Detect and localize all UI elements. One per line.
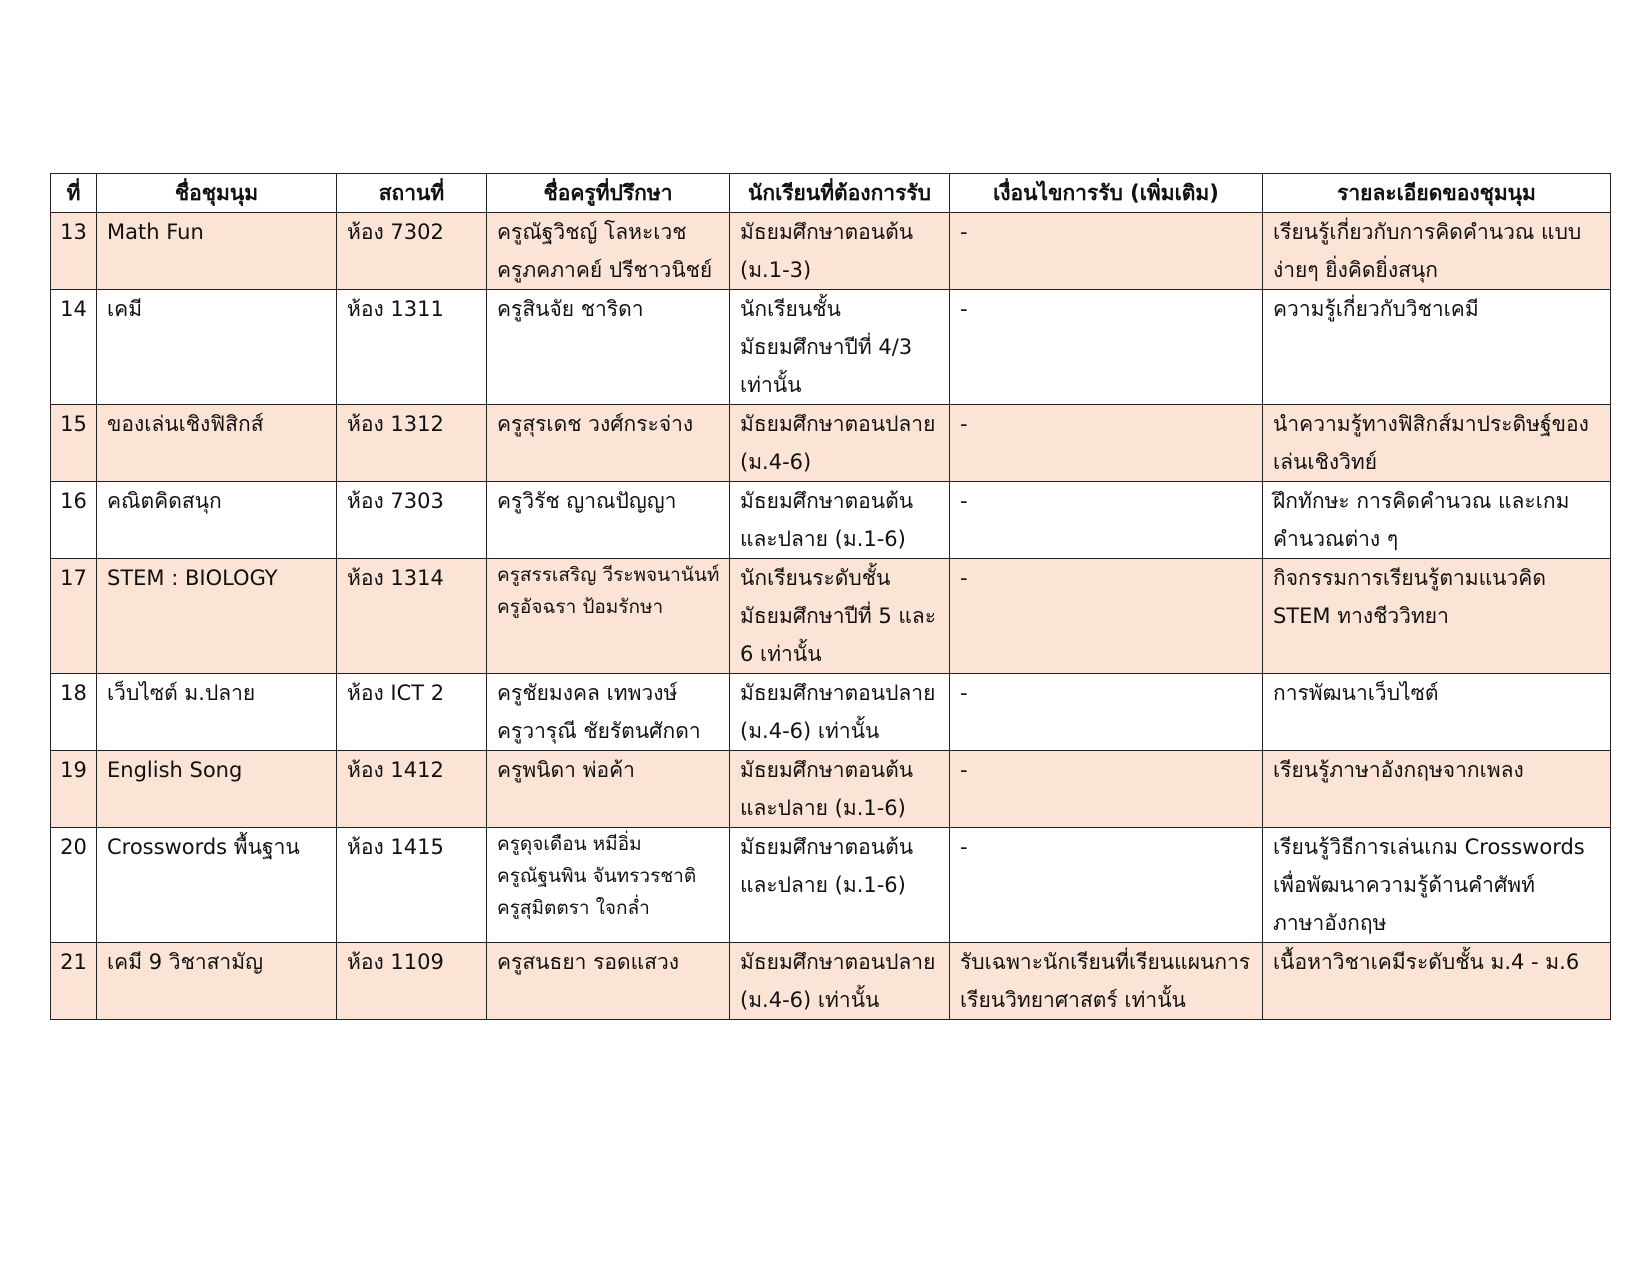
- row-number: 18: [51, 674, 97, 751]
- students-line: (ม.4-6) เท่านั้น: [740, 988, 880, 1012]
- club-conditions: -: [950, 674, 1263, 751]
- club-details: [1263, 482, 1611, 559]
- advisor-line: ครูพนิดา พ่อค้า: [497, 758, 635, 782]
- clubs-table: [50, 173, 1611, 1020]
- club-name: เคมี: [97, 290, 337, 405]
- club-advisor: [487, 943, 730, 1020]
- club-location: ห้อง 1415: [337, 828, 487, 943]
- advisor-line: ครูภคภาคย์ ปรีชาวนิชย์: [497, 258, 713, 282]
- students-line: เท่านั้น: [740, 373, 802, 397]
- details-line: ฝึกทักษะ การคิดคำนวณ และเกม: [1273, 489, 1570, 513]
- students-line: และปลาย (ม.1-6): [740, 796, 906, 820]
- club-name: Crosswords พื้นฐาน: [97, 828, 337, 943]
- row-number: 15: [51, 405, 97, 482]
- club-advisor: [487, 482, 730, 559]
- details-line: เพื่อพัฒนาความรู้ด้านคำศัพท์: [1273, 873, 1535, 897]
- row-number: 16: [51, 482, 97, 559]
- club-details: [1263, 405, 1611, 482]
- students-line: 6 เท่านั้น: [740, 642, 822, 666]
- club-details: [1263, 559, 1611, 674]
- table-row: [51, 290, 1611, 405]
- club-students: [730, 674, 950, 751]
- table-row: [51, 943, 1611, 1020]
- club-students: [730, 482, 950, 559]
- details-line: STEM ทางชีววิทยา: [1273, 604, 1449, 628]
- students-line: นักเรียนระดับชั้น: [740, 566, 891, 590]
- club-details: [1263, 213, 1611, 290]
- club-details: [1263, 674, 1611, 751]
- table-row: [51, 405, 1611, 482]
- header-club-name: ชื่อชุมนุม: [97, 174, 337, 213]
- club-conditions: -: [950, 213, 1263, 290]
- club-details: [1263, 828, 1611, 943]
- club-conditions: -: [950, 751, 1263, 828]
- club-name: Math Fun: [97, 213, 337, 290]
- club-details: [1263, 943, 1611, 1020]
- club-name: ของเล่นเชิงฟิสิกส์: [97, 405, 337, 482]
- table-row: [51, 828, 1611, 943]
- advisor-line: ครูณัฐนพิน จันทรวรชาติ: [497, 865, 697, 887]
- header-row: [51, 174, 1611, 213]
- club-location: ห้อง 1412: [337, 751, 487, 828]
- header-details: รายละเอียดของชุมนุม: [1263, 174, 1611, 213]
- club-name: STEM : BIOLOGY: [97, 559, 337, 674]
- row-number: 21: [51, 943, 97, 1020]
- club-students: [730, 943, 950, 1020]
- advisor-line: ครูดุจเดือน หมีอิ่ม: [497, 833, 642, 855]
- details-line: คำนวณต่าง ๆ: [1273, 527, 1399, 551]
- students-line: มัธยมศึกษาตอนปลาย: [740, 681, 936, 705]
- club-conditions: -: [950, 290, 1263, 405]
- students-line: มัธยมศึกษาตอนต้น: [740, 220, 914, 244]
- club-details: [1263, 290, 1611, 405]
- club-students: [730, 828, 950, 943]
- details-line: ภาษาอังกฤษ: [1273, 911, 1387, 935]
- club-location: ห้อง 1314: [337, 559, 487, 674]
- students-line: มัธยมศึกษาตอนต้น: [740, 489, 914, 513]
- conditions-line: รับเฉพาะนักเรียนที่เรียนแผนการ: [960, 950, 1251, 974]
- row-number: 13: [51, 213, 97, 290]
- header-location: สถานที่: [337, 174, 487, 213]
- details-line: เล่นเชิงวิทย์: [1273, 450, 1378, 474]
- club-advisor: [487, 828, 730, 943]
- row-number: 20: [51, 828, 97, 943]
- students-line: มัธยมศึกษาตอนต้น: [740, 758, 914, 782]
- advisor-line: ครูชัยมงคล เทพวงษ์: [497, 681, 678, 705]
- club-location: ห้อง 1312: [337, 405, 487, 482]
- header-advisor: ชื่อครูที่ปรึกษา: [487, 174, 730, 213]
- row-number: 17: [51, 559, 97, 674]
- club-advisor: [487, 405, 730, 482]
- club-conditions: -: [950, 559, 1263, 674]
- students-line: นักเรียนชั้น: [740, 297, 841, 321]
- details-line: เรียนรู้เกี่ยวกับการคิดคำนวณ แบบ: [1273, 220, 1582, 244]
- advisor-line: ครูสนธยา รอดแสวง: [497, 950, 680, 974]
- row-number: 19: [51, 751, 97, 828]
- advisor-line: ครูสุมิตตรา ใจกล่ำ: [497, 897, 650, 919]
- details-line: เรียนรู้ภาษาอังกฤษจากเพลง: [1273, 758, 1524, 782]
- club-advisor: [487, 674, 730, 751]
- students-line: มัธยมศึกษาปีที่ 5 และ: [740, 604, 937, 628]
- details-line: นำความรู้ทางฟิสิกส์มาประดิษฐ์ของ: [1273, 412, 1589, 436]
- club-students: [730, 213, 950, 290]
- details-line: กิจกรรมการเรียนรู้ตามแนวคิด: [1273, 566, 1546, 590]
- advisor-line: ครูสินจัย ชาริดา: [497, 297, 644, 321]
- students-line: มัธยมศึกษาตอนปลาย: [740, 950, 936, 974]
- advisor-line: ครูณัฐวิชญ์ โลหะเวช: [497, 220, 687, 244]
- club-location: ห้อง ICT 2: [337, 674, 487, 751]
- details-line: เนื้อหาวิชาเคมีระดับชั้น ม.4 - ม.6: [1273, 950, 1580, 974]
- club-students: [730, 405, 950, 482]
- club-details: [1263, 751, 1611, 828]
- students-line: มัธยมศึกษาตอนปลาย: [740, 412, 936, 436]
- advisor-line: ครูสรรเสริญ วีระพจนานันท์: [497, 564, 720, 586]
- club-conditions: -: [950, 405, 1263, 482]
- header-students: นักเรียนที่ต้องการรับ: [730, 174, 950, 213]
- club-students: [730, 559, 950, 674]
- club-advisor: [487, 559, 730, 674]
- club-conditions: [950, 943, 1263, 1020]
- details-line: ความรู้เกี่ยวกับวิชาเคมี: [1273, 297, 1479, 321]
- students-line: (ม.1-3): [740, 258, 812, 282]
- club-advisor: [487, 290, 730, 405]
- club-conditions: -: [950, 828, 1263, 943]
- students-line: และปลาย (ม.1-6): [740, 873, 906, 897]
- club-students: [730, 751, 950, 828]
- table-row: [51, 559, 1611, 674]
- club-location: ห้อง 7302: [337, 213, 487, 290]
- club-name: English Song: [97, 751, 337, 828]
- advisor-line: ครูสุรเดช วงศ์กระจ่าง: [497, 412, 694, 436]
- details-line: ง่ายๆ ยิ่งคิดยิ่งสนุก: [1273, 258, 1438, 282]
- students-line: (ม.4-6): [740, 450, 812, 474]
- club-conditions: -: [950, 482, 1263, 559]
- students-line: มัธยมศึกษาตอนต้น: [740, 835, 914, 859]
- club-location: ห้อง 1109: [337, 943, 487, 1020]
- students-line: (ม.4-6) เท่านั้น: [740, 719, 880, 743]
- club-location: ห้อง 7303: [337, 482, 487, 559]
- students-line: และปลาย (ม.1-6): [740, 527, 906, 551]
- details-line: การพัฒนาเว็บไซต์: [1273, 681, 1439, 705]
- club-advisor: [487, 213, 730, 290]
- advisor-line: ครูอัจฉรา ป้อมรักษา: [497, 596, 664, 618]
- table-row: [51, 674, 1611, 751]
- row-number: 14: [51, 290, 97, 405]
- club-students: [730, 290, 950, 405]
- club-advisor: [487, 751, 730, 828]
- club-location: ห้อง 1311: [337, 290, 487, 405]
- club-name: เคมี 9 วิชาสามัญ: [97, 943, 337, 1020]
- table-row: [51, 751, 1611, 828]
- club-name: คณิตคิดสนุก: [97, 482, 337, 559]
- club-name: เว็บไซต์ ม.ปลาย: [97, 674, 337, 751]
- conditions-line: เรียนวิทยาศาสตร์ เท่านั้น: [960, 988, 1186, 1012]
- table-row: [51, 482, 1611, 559]
- details-line: เรียนรู้วิธีการเล่นเกม Crosswords: [1273, 835, 1585, 859]
- header-no: ที่: [51, 174, 97, 213]
- advisor-line: ครูวารุณี ชัยรัตนศักดา: [497, 719, 701, 743]
- header-conditions: เงื่อนไขการรับ (เพิ่มเติม): [950, 174, 1263, 213]
- students-line: มัธยมศึกษาปีที่ 4/3: [740, 335, 913, 359]
- advisor-line: ครูวิรัช ญาณปัญญา: [497, 489, 677, 513]
- table-row: [51, 213, 1611, 290]
